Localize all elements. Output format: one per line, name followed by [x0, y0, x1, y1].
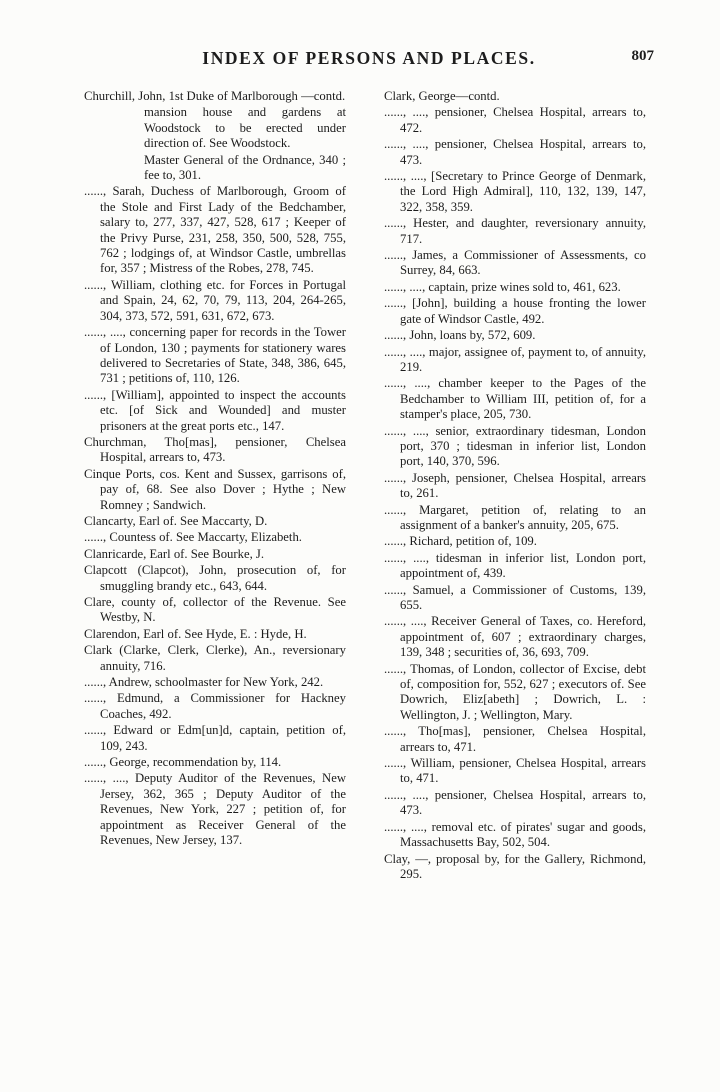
index-entry: ......, ...., concerning paper for records in the Tower of London, 130 ; payments for stationery wares delivered to Secretaries of State, 348, 386, 645, 731 ; petitions of, 110, 126. [84, 325, 346, 386]
index-entry: ......, James, a Commissioner of Assessments, co Surrey, 84, 663. [384, 248, 646, 278]
index-entry: ......, [John], building a house fronting the lower gate of Windsor Castle, 492. [384, 296, 646, 326]
index-entry: Clarendon, Earl of. See Hyde, E. : Hyde, H. [84, 626, 307, 641]
index-entry: ......, Samuel, a Commissioner of Customs, 139, 655. [384, 582, 646, 612]
index-entry: Churchman, Tho[mas], pensioner, Chelsea Hospital, arrears to, 473. [84, 434, 346, 465]
index-entry: ......, Edmund, a Commissioner for Hackney Coaches, 492. [84, 691, 346, 721]
index-entry: ......, Andrew, schoolmaster for New York, 242. [84, 675, 324, 690]
index-entry: ......, ...., removal etc. of pirates' sugar and goods, Massachusetts Bay, 502, 504. [384, 819, 646, 850]
page-number: 807 [631, 48, 654, 64]
index-entry: ......, ...., pensioner, Chelsea Hospital, arrears to, 473. [384, 787, 646, 818]
index-column-left [84, 89, 346, 850]
index-entry: Cinque Ports, cos. Kent and Sussex, garrisons of, pay of, 68. See also Dover ; Hythe ; New Romney ; Sandwich. [84, 466, 346, 512]
index-entry: Clark, George—contd. [384, 89, 500, 103]
index-entry: ......, Hester, and daughter, reversionary annuity, 717. [384, 216, 646, 246]
index-entry: ......, [William], appointed to inspect the accounts etc. [of Sick and Wounded] and muster prisoners at the great ports etc., 147. [84, 387, 346, 433]
index-entry: ......, Joseph, pensioner, Chelsea Hospital, arrears to, 261. [384, 470, 646, 501]
index-entry: ......, William, pensioner, Chelsea Hospital, arrears to, 471. [384, 756, 646, 786]
index-entry: Churchill, John, 1st Duke of Marlborough —contd. [84, 89, 346, 103]
index-subentry: Master General of the Ordnance, 340 ; fee to, 301. [144, 152, 346, 183]
index-entry: ......, ...., major, assignee of, payment to, of annuity, 219. [384, 344, 646, 374]
index-entry: Clay, —, proposal by, for the Gallery, Richmond, 295. [384, 851, 646, 881]
index-entry: Clapcott (Clapcot), John, prosecution of, for smuggling brandy etc., 643, 644. [84, 563, 346, 593]
index-entry: ......, ...., pensioner, Chelsea Hospital, arrears to, 473. [384, 137, 646, 167]
index-entry: Clare, county of, collector of the Revenue. See Westby, N. [84, 595, 346, 625]
index-entry: ......, Thomas, of London, collector of Excise, debt of, composition for, 552, 627 ; executors of. See Dowrich, Eliz[abeth] ; Dowrich, L. : Wellington, J. ; Wellington, Mary. [384, 661, 646, 722]
index-entry: ......, ...., tidesman in inferior list, London port, appointment of, 439. [384, 550, 646, 581]
index-column-right [384, 89, 646, 883]
index-entry: ......, Edward or Edm[un]d, captain, petition of, 109, 243. [84, 723, 346, 753]
index-entry: ......, ...., chamber keeper to the Pages of the Bedchamber to William III, petition of, for a stamper's place, 205, 730. [384, 376, 646, 422]
index-subentry: mansion house and gardens at Woodstock to be erected under direction of. See Woodstock. [144, 105, 346, 151]
running-title: INDEX OF PERSONS AND PLACES. [202, 48, 536, 68]
page-header [84, 48, 654, 72]
index-entry: Clanricarde, Earl of. See Bourke, J. [84, 546, 265, 561]
index-entry: ......, John, loans by, 572, 609. [384, 328, 536, 343]
index-entry: ......, Countess of. See Maccarty, Elizabeth. [84, 530, 302, 545]
index-entry: ......, Richard, petition of, 109. [384, 534, 537, 549]
index-entry: ......, ...., senior, extraordinary tidesman, London port, 370 ; tidesman in inferior list, London port, 140, 370, 596. [384, 423, 646, 469]
index-entry: ......, ...., [Secretary to Prince George of Denmark, the Lord High Admiral], 110, 132, 139, 147, 322, 358, 359. [384, 169, 646, 214]
index-entry: ......, Margaret, petition of, relating to an assignment of a banker's annuity, 205, 675. [384, 502, 646, 532]
index-entry: ......, Tho[mas], pensioner, Chelsea Hospital, arrears to, 471. [384, 724, 646, 754]
index-entry: ......, George, recommendation by, 114. [84, 755, 282, 770]
index-entry: Clark (Clarke, Clerk, Clerke), An., reversionary annuity, 716. [84, 643, 346, 673]
index-entry: ......, ...., Deputy Auditor of the Revenues, New Jersey, 362, 365 ; Deputy Auditor of the Revenues, New York, 227 ; petition of, for appointment as Receiver General of the Revenues, New Jersey, 137. [84, 771, 346, 848]
index-entry: ......, William, clothing etc. for Forces in Portugal and Spain, 24, 62, 70, 79, 113, 204, 264-265, 304, 373, 572, 591, 631, 672, 673. [84, 277, 346, 323]
index-entry: ......, Sarah, Duchess of Marlborough, Groom of the Stole and First Lady of the Bedchamber, salary to, 277, 337, 427, 528, 617 ; Keeper of the Privy Purse, 231, 258, 350, 500, 528, 755, 762 ; lodgings of, at Windsor Castle, umbrellas for, 357 ; Mistress of the Robes, 278, 745. [84, 184, 346, 276]
index-entry: ......, ...., pensioner, Chelsea Hospital, arrears to, 472. [384, 105, 646, 135]
index-entry: ......, ...., Receiver General of Taxes, co. Hereford, appointment of, 607 ; extraordinary charges, 139, 348 ; securities of, 36, 693, 709. [384, 614, 646, 660]
index-entry: ......, ...., captain, prize wines sold to, 461, 623. [384, 279, 621, 294]
index-entry: Clancarty, Earl of. See Maccarty, D. [84, 513, 268, 528]
